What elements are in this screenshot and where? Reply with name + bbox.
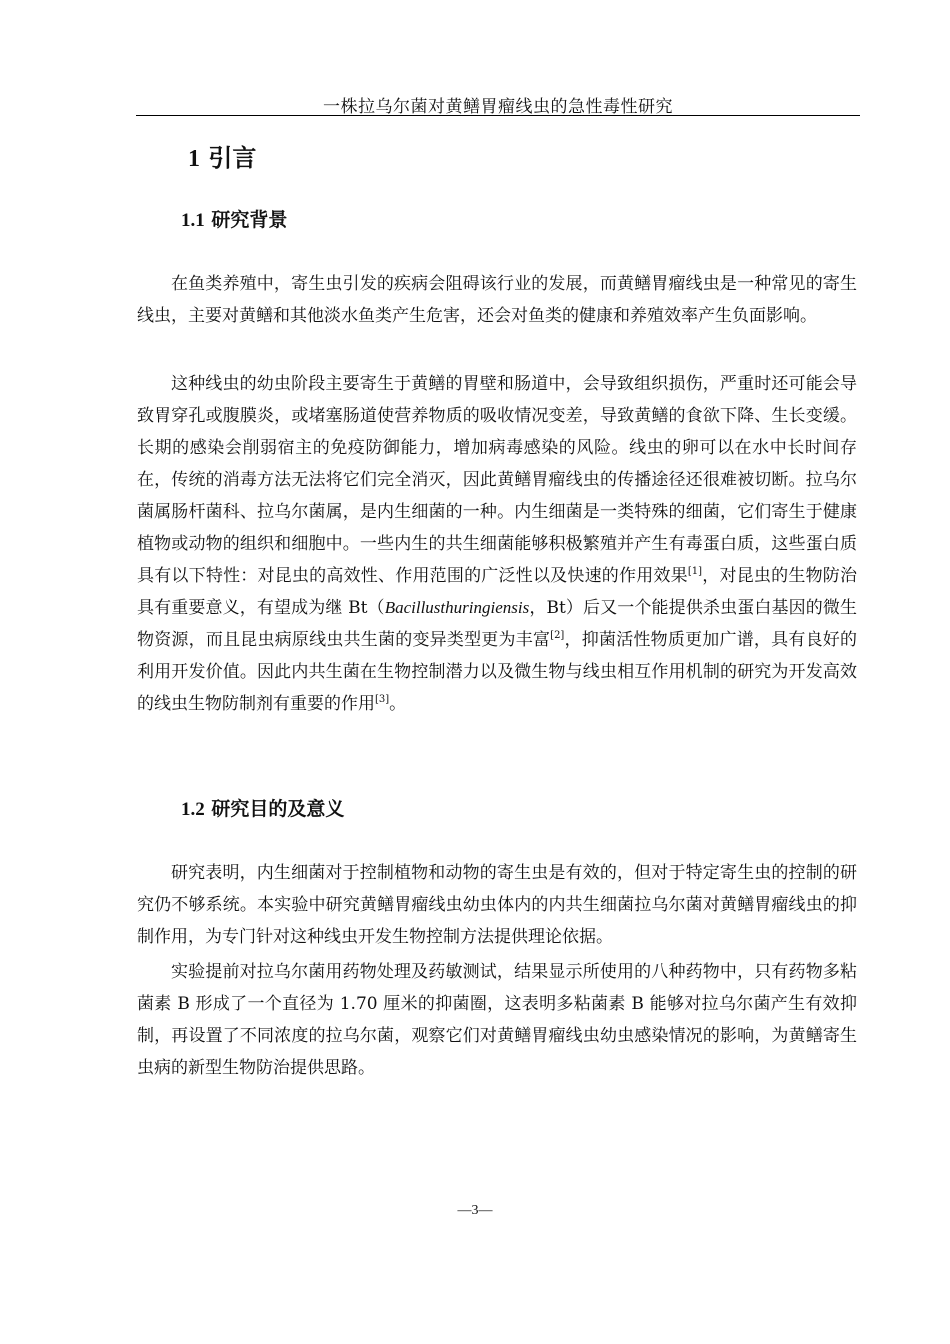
citation-2: [2] — [550, 630, 565, 641]
running-header: 一株拉乌尔菌对黄鳝胃瘤线虫的急性毒性研究 — [323, 97, 673, 117]
citation-1: [1] — [687, 566, 703, 577]
section-heading-1-1 — [181, 205, 287, 232]
species-name: Bacillusthuringiensis — [384, 598, 530, 617]
text-run: ，抑菌活性物质更加广谱，具有良好的利用开发价值。因此内共生菌在生物控制潜力以及微生物与线虫相互作用机制的研究为开发高效的线虫生物防制剂有重要的作用 — [137, 630, 858, 714]
section-heading-1-2 — [181, 794, 344, 821]
section-title: 研究目的及意义 — [211, 798, 345, 820]
chapter-number: 1 — [188, 146, 200, 172]
paragraph-purpose-2: 实验提前对拉乌尔菌用药物处理及药敏测试，结果显示所使用的八种药物中，只有药物多粘菌素 B 形成了一个直径为 1.70 厘米的抑菌圈，这表明多粘菌素 B 能够对拉乌尔菌产生有效抑制，再设置了不同浓度的拉乌尔菌，观察它们对黄鳝胃瘤线虫幼虫感染情况的影响，为黄鳝寄生虫病的新型生物防治提供思路。 — [137, 962, 857, 1078]
chapter-title: 引言 — [208, 144, 257, 172]
paragraph-purpose-1: 研究表明，内生细菌对于控制植物和动物的寄生虫是有效的，但对于特定寄生虫的控制的研究仍不够系统。本实验中研究黄鳝胃瘤线虫幼虫体内的内共生细菌拉乌尔菌对黄鳝胃瘤线虫的抑制作用，为专门针对这种线虫开发生物控制方法提供理论依据。 — [137, 863, 857, 947]
text-run: ，Bt）后又一个能提供杀虫蛋白基因的微生物资源，而且昆虫病原线虫共生菌的变异类型更为丰富 — [137, 598, 857, 650]
paragraph-background-2 — [137, 368, 857, 720]
section-title: 研究背景 — [211, 209, 288, 231]
header-rule — [136, 115, 860, 116]
chapter-heading — [188, 138, 256, 173]
text-run: 这种线虫的幼虫阶段主要寄生于黄鳝的胃壁和肠道中，会导致组织损伤，严重时还可能会导致胃穿孔或腹膜炎，或堵塞肠道使营养物质的吸收情况变差，导致黄鳝的食欲下降、生长变缓。长期的感染会削弱宿主的免疫防御能力，增加病毒感染的风险。线虫的卵可以在水中长时间存在，传统的消毒方法无法将它们完全消灭，因此黄鳝胃瘤线虫的传播途径还很难被切断。拉乌尔菌属肠杆菌科、拉乌尔菌属，是内生细菌的一种。内生细菌是一类特殊的细菌，它们寄生于健康植物或动物的组织和细胞中。一些内生的共生细菌能够积极繁殖并产生有毒蛋白质，这些蛋白质具有以下特性：对昆虫的高效性、作用范围的广泛性以及快速的作用效果 — [137, 374, 857, 586]
page-number: —3— — [457, 1203, 493, 1218]
text-run: 。 — [389, 694, 407, 714]
section-number: 1.2 — [181, 799, 205, 820]
paragraph-background-1: 在鱼类养殖中，寄生虫引发的疾病会阻碍该行业的发展，而黄鳝胃瘤线虫是一种常见的寄生线虫，主要对黄鳝和其他淡水鱼类产生危害，还会对鱼类的健康和养殖效率产生负面影响。 — [137, 274, 857, 326]
text-run: ，对昆虫的生物防治具有重要意义，有望成为继 Bt（ — [137, 566, 858, 618]
citation-3: [3] — [375, 694, 390, 705]
section-number: 1.1 — [181, 210, 205, 231]
